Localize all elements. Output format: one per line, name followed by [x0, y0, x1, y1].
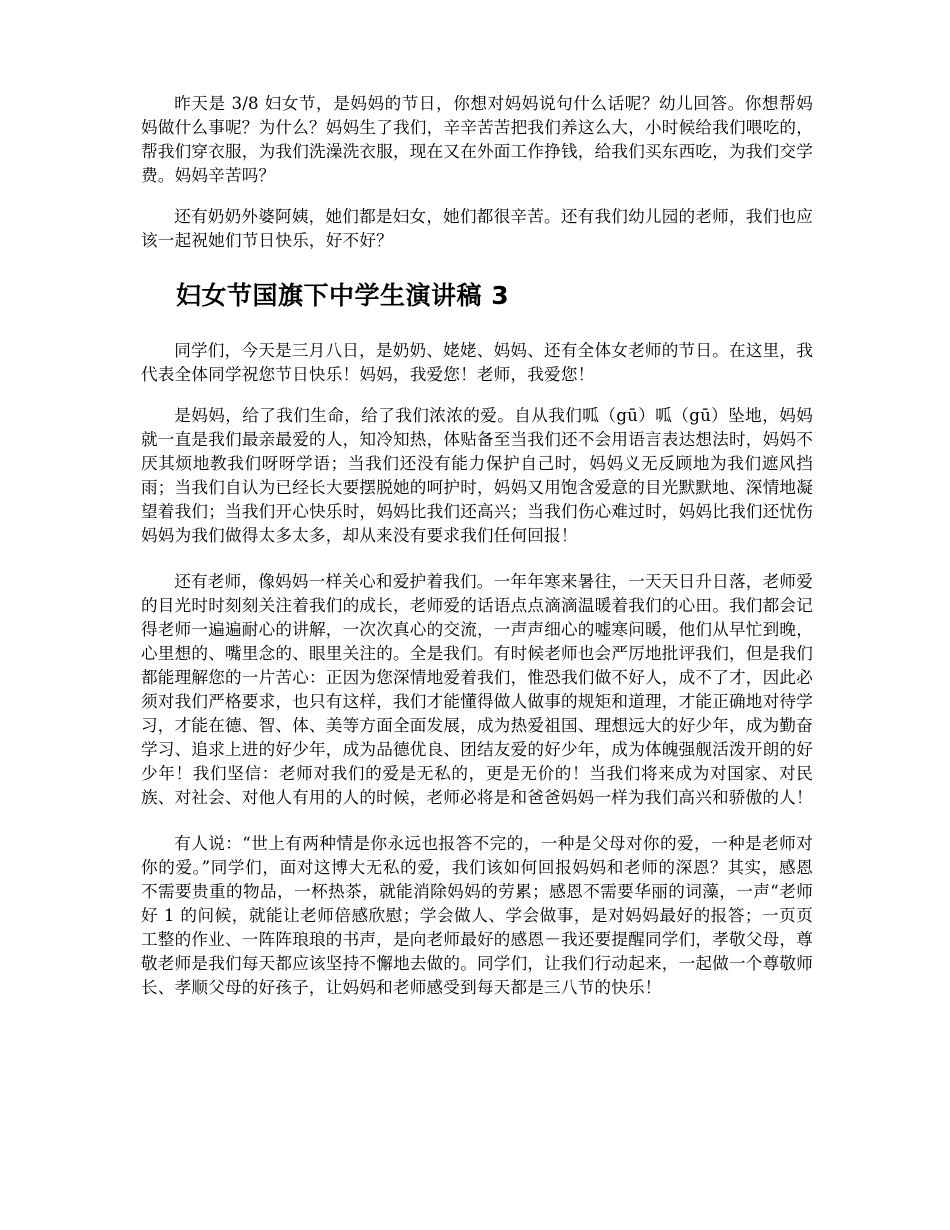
paragraph-gratitude: 有人说：“世上有两种情是你永远也报答不完的，一种是父母对你的爱，一种是老师对你的爱。”同学们，面对这博大无私的爱，我们该如何回报妈妈和老师的深恩？其实，感恩不需要贵重的物品，一杯热茶，就能消除妈妈的劳累；感恩不需要华丽的词藻，一声“老师好 1 的问候，就能让老师倍感欣慰；学会做人、学会做事，是对妈妈最好的报答；一页页工整的作业、一阵阵琅琅的书声，是向老师最好的感恩－我还要提醒同学们，孝敬父母，尊敬老师是我们每天都应该坚持不懈地去做的。同学们，让我们行动起来，一起做一个尊敬师长、孝顺父母的好孩子，让妈妈和老师感受到每天都是三八节的快乐！ [141, 834, 813, 997]
section-heading: 妇女节国旗下中学生演讲稿 3 [176, 281, 510, 310]
paragraph-greeting: 同学们，今天是三月八日，是奶奶、姥姥、妈妈、还有全体女老师的节日。在这里，我代表全体同学祝您节日快乐！妈妈，我爱您！老师，我爱您！ [141, 341, 813, 384]
paragraph-mother-love: 是妈妈，给了我们生命，给了我们浓浓的爱。自从我们呱（gū）呱（gū）坠地，妈妈就一直是我们最亲最爱的人，知冷知热，体贴备至当我们还不会用语言表达想法时，妈妈不厌其烦地教我们呀呀学语；当我们还没有能力保护自己时，妈妈义无反顾地为我们遮风挡雨；当我们自认为已经长大要摆脱她的呵护时，妈妈又用饱含爱意的目光默默地、深情地凝望着我们；当我们开心快乐时，妈妈比我们还高兴；当我们伤心难过时，妈妈比我们还忧伤妈妈为我们做得太多太多，却从来没有要求我们任何回报！ [141, 406, 813, 545]
paragraph-womens-day-intro: 昨天是 3/8 妇女节，是妈妈的节日，你想对妈妈说句什么话呢？幼儿回答。你想帮妈妈做什么事呢？为什么？妈妈生了我们，辛辛苦苦把我们养这么大，小时候给我们喂吃的，帮我们穿衣服，为我们洗澡洗衣服，现在又在外面工作挣钱，给我们买东西吃，为我们交学费。妈妈辛苦吗？ [141, 94, 813, 185]
paragraph-grandmothers-teachers: 还有奶奶外婆阿姨，她们都是妇女，她们都很辛苦。还有我们幼儿园的老师，我们也应该一起祝她们节日快乐，好不好？ [141, 207, 813, 250]
document-page [141, 92, 813, 1000]
paragraph-teacher-care: 还有老师，像妈妈一样关心和爱护着我们。一年年寒来暑往，一天天日升日落，老师爱的目光时时刻刻关注着我们的成长，老师爱的话语点点滴滴温暖着我们的心田。我们都会记得老师一遍遍耐心的讲解，一次次真心的交流，一声声细心的嘘寒问暖，他们从早忙到晚，心里想的、嘴里念的、眼里关注的。全是我们。有时候老师也会严厉地批评我们，但是我们都能理解您的一片苦心：正因为您深情地爱着我们，惟恐我们做不好人，成不了才，因此必须对我们严格要求，也只有这样，我们才能懂得做人做事的规矩和道理，才能正确地对待学习，才能在德、智、体、美等方面全面发展，成为热爱祖国、理想远大的好少年，成为勤奋学习、追求上进的好少年，成为品德优良、团结友爱的好少年，成为体魄强舰活泼开朗的好少年！我们坚信：老师对我们的爱是无私的，更是无价的！当我们将来成为对国家、对民族、对社会、对他人有用的人的时候，老师必将是和爸爸妈妈一样为我们高兴和骄傲的人！ [141, 572, 813, 807]
